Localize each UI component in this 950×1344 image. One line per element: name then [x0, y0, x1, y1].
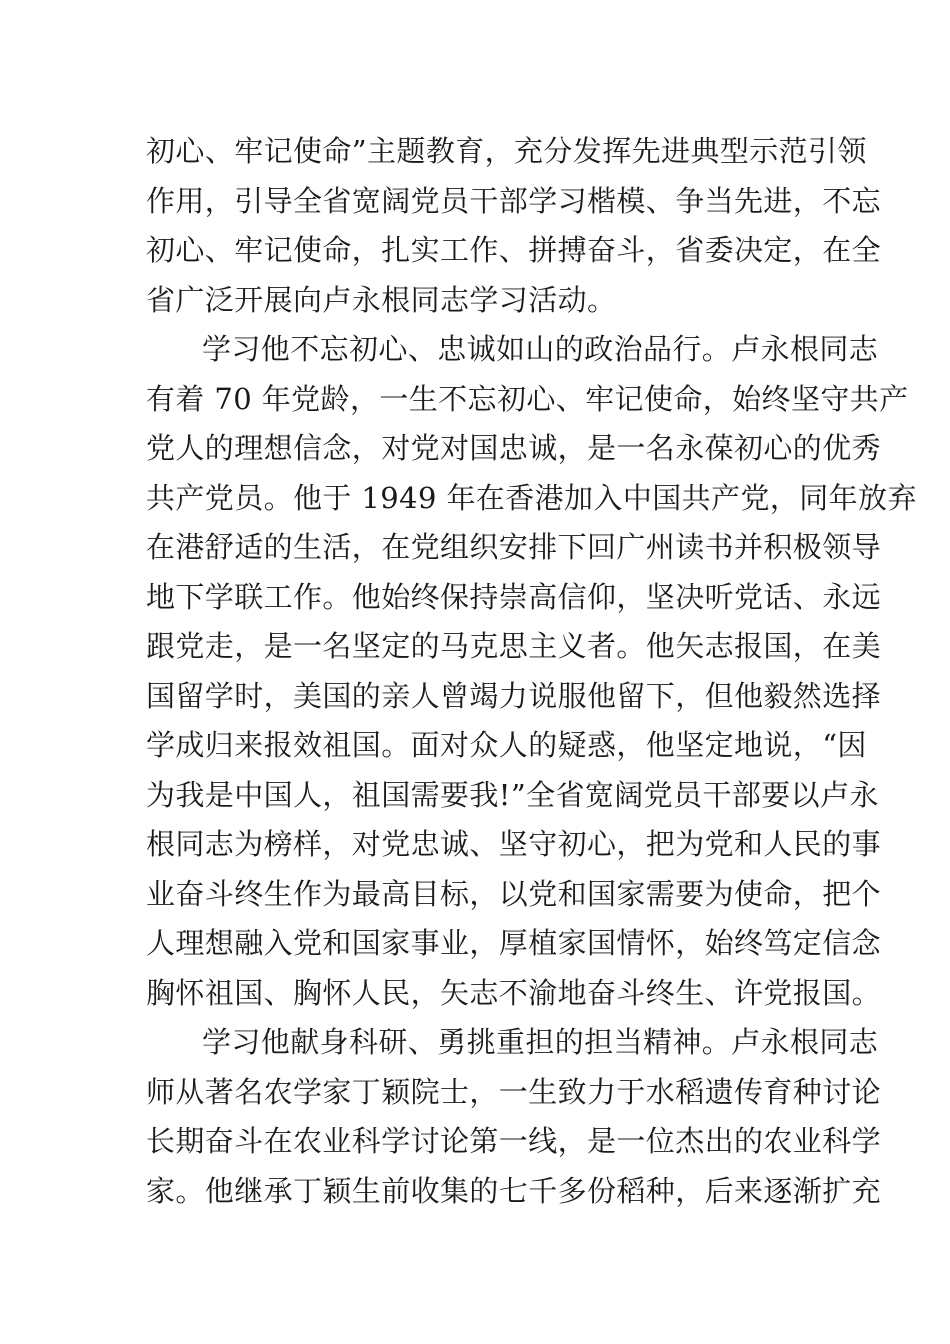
text-line: 长期奋斗在农业科学讨论第一线，是一位杰出的农业科学	[146, 1124, 882, 1158]
text-line: 地下学联工作。他始终保持崇高信仰，坚决听党话、永远	[146, 579, 882, 614]
text-line: 初心、牢记使命，扎实工作、拼搏奋斗，省委决定，在全	[146, 233, 882, 267]
text-line: 为我是中国人，祖国需要我!”全省宽阔党员干部要以卢永	[146, 777, 879, 812]
text-line: 跟党走，是一名坚定的马克思主义者。他矢志报国，在美	[146, 629, 882, 663]
text-line: 家。他继承丁颖生前收集的七千多份稻种，后来逐渐扩充	[146, 1173, 882, 1208]
text-line: 人理想融入党和国家事业，厚植家国情怀，始终笃定信念	[146, 926, 882, 960]
text-line: 省广泛开展向卢永根同志学习活动。	[146, 282, 617, 317]
text-line: 有着 70 年党龄，一生不忘初心、牢记使命，始终坚守共产	[146, 381, 909, 416]
text-line: 根同志为榜样，对党忠诚、坚守初心，把为党和人民的事	[146, 827, 882, 861]
paragraph-start-line: 学习他献身科研、勇挑重担的担当精神。卢永根同志	[202, 1025, 879, 1059]
text-line: 在港舒适的生活，在党组织安排下回广州读书并积极领导	[146, 530, 882, 564]
text-line: 初心、牢记使命”主题教育，充分发挥先进典型示范引领	[146, 134, 867, 168]
text-line: 胸怀祖国、胸怀人民，矢志不渝地奋斗终生、许党报国。	[146, 975, 882, 1010]
text-line: 党人的理想信念，对党对国忠诚，是一名永葆初心的优秀	[146, 431, 882, 465]
body-text	[146, 127, 917, 1216]
text-line: 作用，引导全省宽阔党员干部学习楷模、争当先进，不忘	[146, 183, 882, 218]
text-line: 业奋斗终生作为最高目标，以党和国家需要为使命，把个	[146, 876, 882, 911]
text-line: 师从著名农学家丁颖院士，一生致力于水稻遗传育种讨论	[146, 1074, 882, 1109]
paragraph-start-line: 学习他不忘初心、忠诚如山的政治品行。卢永根同志	[202, 332, 879, 366]
text-line: 国留学时，美国的亲人曾竭力说服他留下，但他毅然选择	[146, 678, 882, 713]
text-line: 学成归来报效祖国。面对众人的疑惑，他坚定地说，“因	[146, 728, 867, 762]
text-line: 共产党员。他于 1949 年在香港加入中国共产党，同年放弃	[146, 480, 917, 515]
